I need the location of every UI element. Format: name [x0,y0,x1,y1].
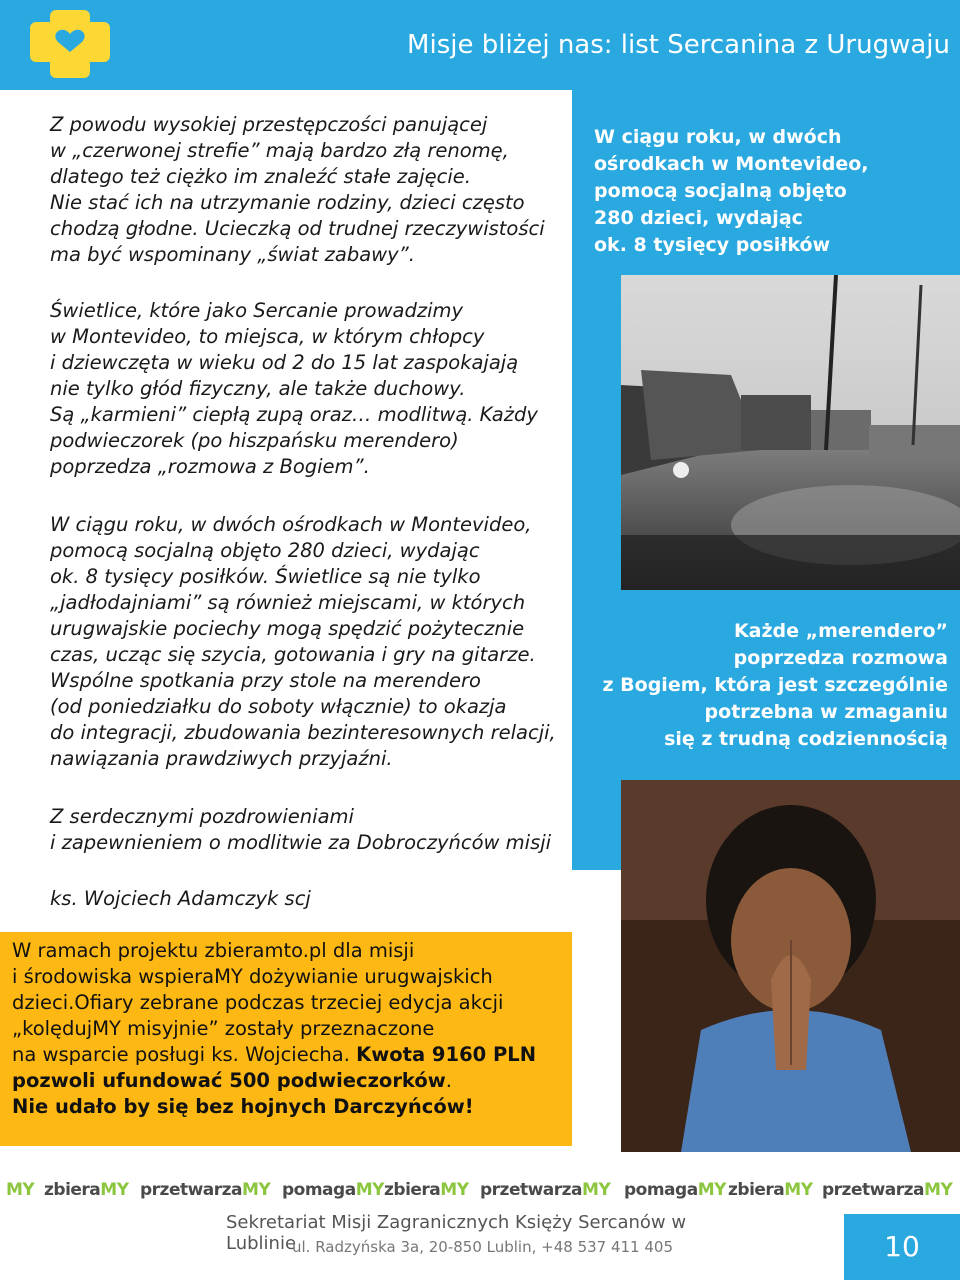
slogan-word: przetwarzaMY [822,1180,953,1200]
text-line: „kolędujMY misyjnie” zostały przeznaczone [12,1017,435,1040]
quote-line: poprzedza rozmowa [733,647,948,669]
logo-cross-icon [0,0,148,90]
closing-greeting [50,804,570,856]
text-line: i środowiska wspieraMY dożywianie urugwajskich [12,965,493,988]
text-line: urugwajskie pociechy mogą spędzić pożytecznie [50,617,525,640]
logo [0,0,148,90]
text-line [12,1068,572,1094]
slogan-word: przetwarzaMY [140,1180,271,1200]
text-line: ok. 8 tysięcy posiłków. Świetlice są nie tylko [50,565,481,588]
text-line: Z powodu wysokiej przestępczości panującej [50,113,488,136]
amount-highlight: Kwota 9160 PLN [356,1043,537,1066]
pull-quote-top [594,124,954,259]
quote-line: ośrodkach w Montevideo, [594,153,869,175]
secretariat-name: Sekretariat Misji Zagranicznych Księży Sercanów w Lublinie [226,1212,687,1254]
slogan-word: przetwarzaMY [480,1180,611,1200]
slogan-word: pomagaMY [282,1180,384,1200]
slogan-word: zbieraMY [384,1180,469,1200]
pull-quote-middle [572,618,960,753]
info-box-text [12,938,572,1120]
page-title: Misje bliżej nas: list Sercanina z Urugwaju [407,30,950,60]
text-line: W ramach projektu zbieramto.pl dla misji [12,939,415,962]
text-line: do integracji, zbudowania bezinteresownych relacji, [50,721,556,744]
quote-line: potrzebna w zmaganiu [704,701,948,723]
text-line: Są „karmieni” ciepłą zupą oraz… modlitwą. Każdy [50,403,538,426]
paragraph-2 [50,298,570,480]
text-line [12,1042,572,1068]
text-line: pomocą socjalną objęto 280 dzieci, wydając [50,539,480,562]
quote-line: się z trudną codziennością [664,728,948,750]
quote-line: 280 dzieci, wydając [594,207,803,229]
slogan-word: zbieraMY [44,1180,129,1200]
text-line: Z serdecznymi pozdrowieniami [50,805,354,828]
text-line: ma być wspominany „świat zabawy”. [50,243,415,266]
snacks-highlight: pozwoli ufundować 500 podwieczorków [12,1069,446,1092]
footer-slogan-band [0,1176,960,1206]
text-line: „jadłodajniami” są również miejscami, w których [50,591,526,614]
slogan-word: pomagaMY [624,1180,726,1200]
photo-shanty-town [621,275,960,590]
paragraph-3 [50,512,570,772]
text-line: w Montevideo, to miejsca, w którym chłopcy [50,325,485,348]
text-span: na wsparcie posługi ks. Wojciecha. [12,1043,357,1066]
text-line: Świetlice, które jako Sercanie prowadzimy [50,299,464,322]
quote-line: pomocą socjalną objęto [594,180,847,202]
text-line: dlatego też ciężko im znaleźć stałe zajęcie. [50,165,471,188]
quote-line: z Bogiem, która jest szczególnie [602,674,948,696]
text-line: W ciągu roku, w dwóch ośrodkach w Montevideo, [50,513,532,536]
text-line: Wspólne spotkania przy stole na merendero [50,669,481,692]
text-line: i dziewczęta w wieku od 2 do 15 lat zaspokajają [50,351,519,374]
text-line: (od poniedziałku do soboty włącznie) to okazja [50,695,507,718]
text-line [12,1094,572,1120]
text-line: Nie stać ich na utrzymanie rodziny, dzieci często [50,191,525,214]
text-line: i zapewnieniem o modlitwie za Dobroczyńców misji [50,831,552,854]
text-line: nie tylko głód fizyczny, ale także duchowy. [50,377,466,400]
text-line: podwieczorek (po hiszpańsku merendero) [50,429,459,452]
quote-line: ok. 8 tysięcy posiłków [594,234,831,256]
text-span: . [445,1069,452,1092]
thanks-highlight: Nie udało by się bez hojnych Darczyńców! [12,1095,474,1118]
quote-line: W ciągu roku, w dwóch [594,126,842,148]
paragraph-1 [50,112,570,268]
text-line: poprzedza „rozmowa z Bogiem”. [50,455,370,478]
slogan-word: MY [6,1180,35,1200]
text-line: w „czerwonej strefie” mają bardzo złą renomę, [50,139,509,162]
text-line: dzieci.Ofiary zebrane podczas trzeciej edycja akcji [12,991,504,1014]
signature: ks. Wojciech Adamczyk scj [50,887,311,910]
quote-line: Każde „merendero” [733,620,948,642]
slogan-word: zbieraMY [728,1180,813,1200]
secretariat-address: ul. Radzyńska 3a, 20-850 Lublin, +48 537 411 405 [292,1238,673,1256]
text-line: nawiązania prawdziwych przyjaźni. [50,747,393,770]
page-number: 10 [844,1214,960,1280]
text-line: czas, ucząc się szycia, gotowania i gry na gitarze. [50,643,536,666]
photo-praying-child [621,780,960,1152]
text-line: chodzą głodne. Ucieczką od trudnej rzeczywistości [50,217,545,240]
